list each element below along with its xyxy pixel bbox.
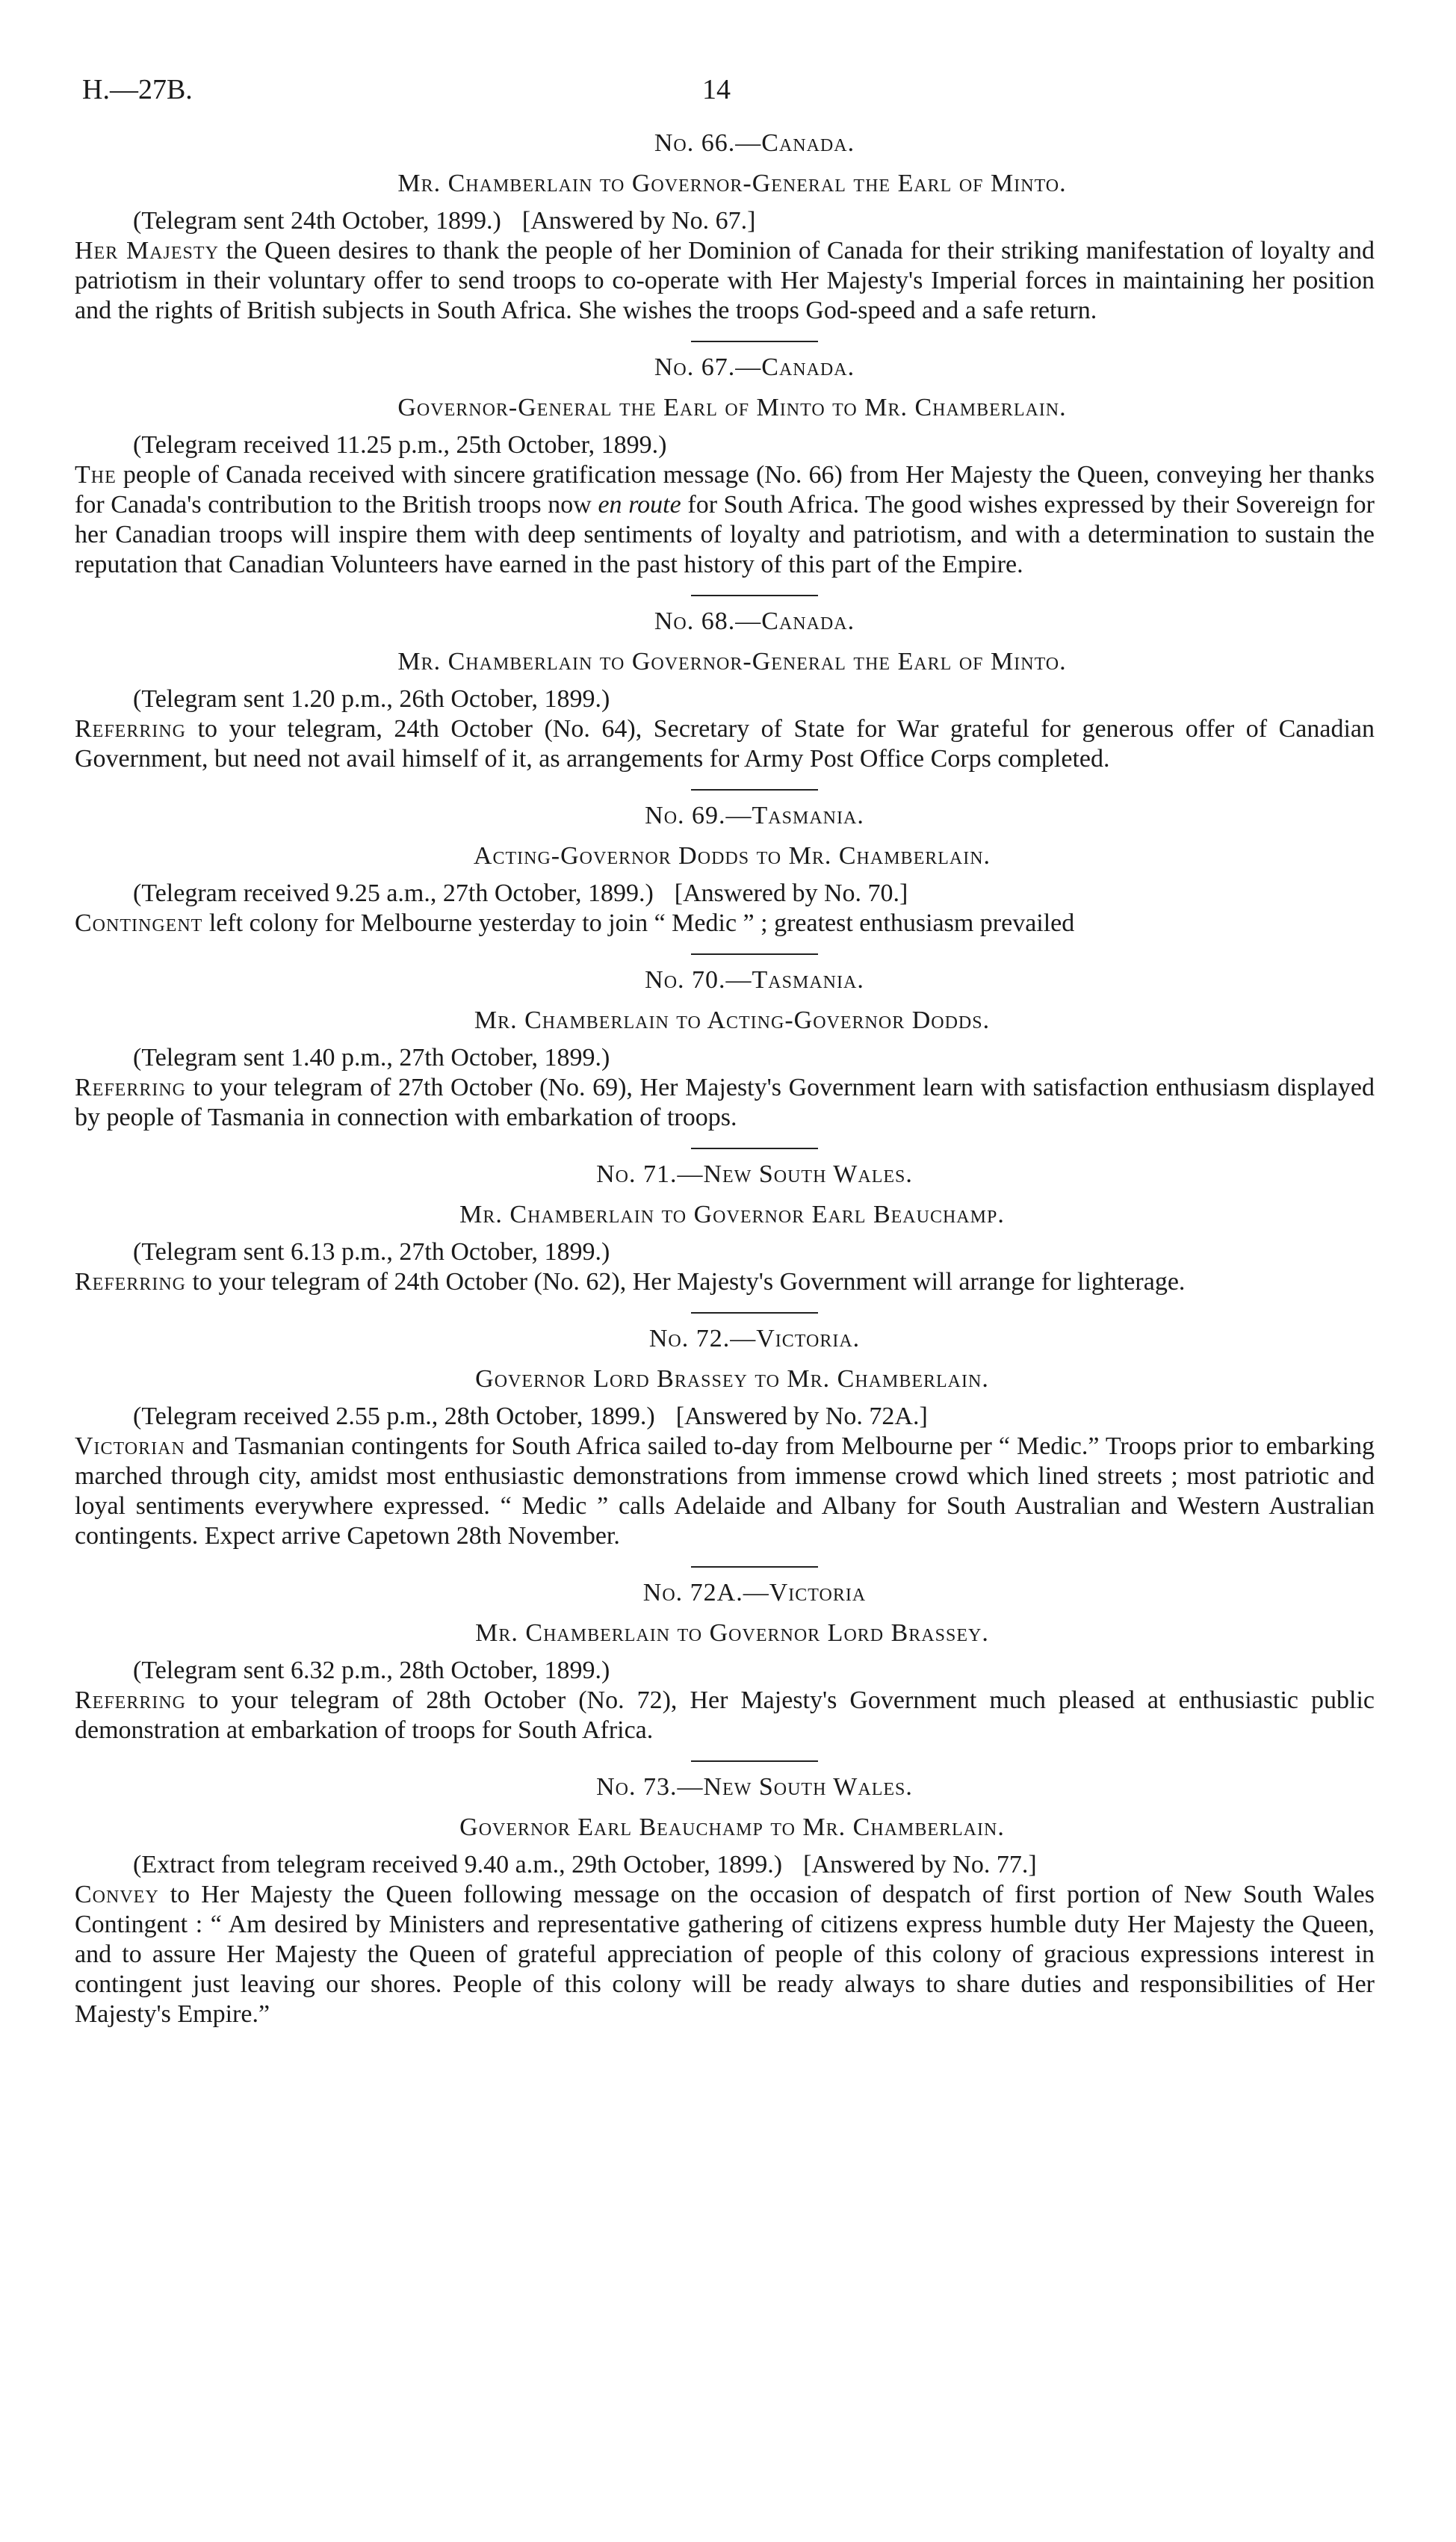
telegram-date	[75, 1656, 1375, 1686]
telegram-date	[75, 1237, 1375, 1267]
telegram-entry	[75, 1771, 1375, 2029]
lead-word: Referring	[75, 1268, 187, 1296]
body-text: people of Canada received with sincere gratification message (No. 66) from Her Majesty the Queen, conveying her thanks for Canada's contribution to the British troops now	[75, 461, 1375, 519]
entry-number: No. 72.—Victoria.	[648, 1325, 861, 1352]
telegram-date	[75, 430, 1375, 460]
body-text: to your telegram of 28th October (No. 72), Her Majesty's Government much pleased at enthusiastic public demonstration at embarkation of troops for South Africa.	[75, 1686, 1375, 1744]
telegram-entry	[75, 964, 1375, 1133]
lead-word: Her Majesty	[75, 237, 219, 265]
body-text: for South Africa. The good wishes expressed by their Sovereign for her Canadian troops will inspire them with deep sentiments of loyalty and patriotism, and with a determination to sustain the reputation that Canadian Volunteers have earned in the past history of this part of the Empire.	[75, 491, 1375, 578]
section-divider	[691, 341, 818, 342]
telegram-info: (Telegram sent 6.13 p.m., 27th October, 1899.)	[133, 1238, 610, 1266]
section-divider	[691, 789, 818, 791]
body-text: to your telegram of 24th October (No. 62), Her Majesty's Government will arrange for lighterage.	[186, 1268, 1186, 1296]
body-text: the Queen desires to thank the people of her Dominion of Canada for their striking manifestation of loyalty and patriotism in their voluntary offer to send troops to co-operate with Her Majesty's Imperial forces in maintaining her position and the rights of British subjects in South Africa. She wishes the troops God-speed and a safe return.	[75, 237, 1375, 324]
telegram-date	[75, 879, 1375, 909]
entry-number: No. 69.—Tasmania.	[645, 802, 864, 829]
telegram-info: (Telegram sent 1.40 p.m., 27th October, 1899.)	[133, 1044, 610, 1071]
entry-number: No. 70.—Tasmania.	[645, 966, 864, 994]
telegram-info: (Telegram received 11.25 p.m., 25th October, 1899.)	[133, 431, 667, 459]
telegram-entry	[75, 1158, 1375, 1297]
section-divider	[691, 595, 818, 596]
entry-number: No. 72A.—Victoria	[642, 1579, 867, 1606]
answered-by: [Answered by No. 70.]	[674, 879, 908, 907]
answered-by: [Answered by No. 77.]	[803, 1851, 1037, 1878]
entry-number: No. 68.—Canada.	[654, 607, 855, 635]
entry-number: No. 71.—New South Wales.	[596, 1160, 913, 1188]
lead-word: Referring	[75, 1686, 187, 1714]
entry-title: Governor Earl Beauchamp to Mr. Chamberlain.	[459, 1813, 1005, 1841]
page-number: 14	[702, 74, 731, 105]
entry-title: Mr. Chamberlain to Governor Lord Brassey.	[475, 1619, 989, 1647]
entry-number: No. 73.—New South Wales.	[596, 1773, 913, 1801]
lead-word: Convey	[75, 1881, 159, 1908]
lead-word: Referring	[75, 1074, 187, 1101]
section-divider	[691, 1566, 818, 1568]
telegram-entry	[75, 800, 1375, 938]
body-text: to Her Majesty the Queen following message on the occasion of despatch of first portion of New South Wales Contingent : “ Am desired by Ministers and representative gathering of citizens express humble duty Her Majesty the Queen, and to assure Her Majesty the Queen of grateful appreciation of people of this colony of gracious expressions interest in contingent just leaving our shores. People of this colony will be ready always to share duties and responsibilities of Her Majesty's Empire.”	[75, 1881, 1375, 2028]
entry-body	[75, 714, 1375, 774]
telegram-info: (Telegram received 9.25 a.m., 27th October, 1899.)	[133, 879, 654, 907]
entry-body	[75, 1267, 1375, 1297]
entry-body	[75, 1073, 1375, 1133]
entry-title: Governor Lord Brassey to Mr. Chamberlain.	[475, 1365, 989, 1393]
entry-title: Governor-General the Earl of Minto to Mr. Chamberlain.	[397, 394, 1067, 421]
page-header	[75, 66, 1375, 118]
telegram-entry	[75, 605, 1375, 774]
telegram-date	[75, 684, 1375, 714]
entry-title: Mr. Chamberlain to Governor Earl Beauchamp.	[459, 1201, 1005, 1228]
telegram-date	[75, 206, 1375, 236]
body-italic: en route	[598, 491, 681, 519]
telegram-date	[75, 1402, 1375, 1432]
entry-body	[75, 1432, 1375, 1551]
entry-body	[75, 460, 1375, 580]
paper-reference: H.—27B.	[82, 74, 193, 105]
telegram-entry	[75, 1577, 1375, 1745]
entry-title: Mr. Chamberlain to Governor-General the Earl of Minto.	[397, 648, 1067, 675]
telegram-info: (Telegram sent 1.20 p.m., 26th October, 1899.)	[133, 685, 610, 713]
entry-title: Acting-Governor Dodds to Mr. Chamberlain.	[473, 842, 991, 870]
section-divider	[691, 1312, 818, 1314]
entry-title: Mr. Chamberlain to Acting-Governor Dodds.	[474, 1006, 991, 1034]
section-divider	[691, 953, 818, 955]
body-text: and Tasmanian contingents for South Africa sailed to-day from Melbourne per “ Medic.” Troops prior to embarking marched through city, amidst most enthusiastic demonstrations from immense crowd which lined streets ; most patriotic and loyal sentiments everywhere expressed. “ Medic ” calls Adelaide and Albany for South Australian and Western Australian contingents. Expect arrive Capetown 28th November.	[75, 1432, 1375, 1550]
body-text: to your telegram of 27th October (No. 69), Her Majesty's Government learn with satisfaction enthusiasm displayed by people of Tasmania in connection with embarkation of troops.	[75, 1074, 1375, 1131]
answered-by: [Answered by No. 67.]	[521, 207, 756, 235]
body-text: left colony for Melbourne yesterday to join “ Medic ” ; greatest enthusiasm prevailed	[202, 909, 1075, 937]
lead-word: Victorian	[75, 1432, 185, 1460]
entry-number: No. 66.—Canada.	[654, 129, 855, 157]
telegram-date	[75, 1043, 1375, 1073]
section-divider	[691, 1760, 818, 1762]
telegram-info: (Telegram sent 6.32 p.m., 28th October, 1899.)	[133, 1657, 610, 1684]
answered-by: [Answered by No. 72A.]	[675, 1403, 928, 1430]
lead-word: Contingent	[75, 909, 203, 937]
entry-title: Mr. Chamberlain to Governor-General the Earl of Minto.	[397, 170, 1067, 197]
telegram-info: (Telegram sent 24th October, 1899.)	[133, 207, 501, 235]
section-divider	[691, 1148, 818, 1149]
telegram-entry	[75, 127, 1375, 326]
telegram-entry	[75, 351, 1375, 580]
entry-body	[75, 1686, 1375, 1745]
document-page	[75, 66, 1375, 2029]
lead-word: The	[75, 461, 117, 489]
telegram-entry	[75, 1323, 1375, 1551]
telegram-date	[75, 1850, 1375, 1880]
entry-body	[75, 909, 1375, 938]
body-text: to your telegram, 24th October (No. 64), Secretary of State for War grateful for generous offer of Canadian Government, but need not avail himself of it, as arrangements for Army Post Office Corps completed.	[75, 715, 1375, 773]
lead-word: Referring	[75, 715, 187, 743]
entry-body	[75, 236, 1375, 326]
telegram-info: (Telegram received 2.55 p.m., 28th October, 1899.)	[133, 1403, 655, 1430]
telegram-info: (Extract from telegram received 9.40 a.m., 29th October, 1899.)	[133, 1851, 783, 1878]
entry-body	[75, 1880, 1375, 2029]
entry-number: No. 67.—Canada.	[654, 353, 855, 381]
